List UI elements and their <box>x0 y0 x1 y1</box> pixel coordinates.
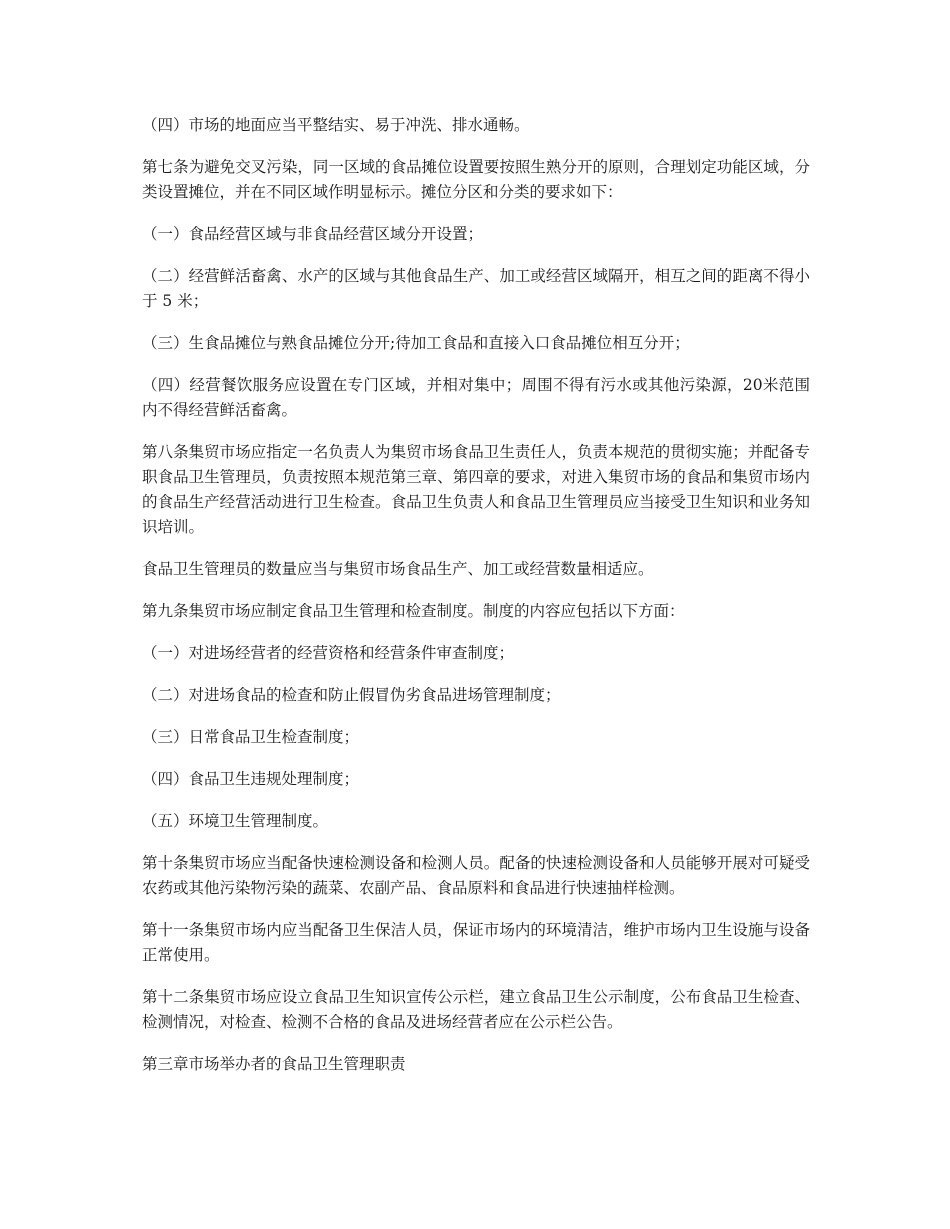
chapter-3-heading: 第三章市场举办者的食品卫生管理职责 <box>142 1055 406 1073</box>
paragraph-article-8: 第八条集贸市场应指定一名负责人为集贸市场食品卫生责任人，负责本规范的贯彻实施；并配备专职食品卫生管理员，负责按照本规范第三章、第四章的要求，对进入集贸市场的食品和集贸市场内的食品生产经营活动进行卫生检查。食品卫生负责人和食品卫生管理员应当接受卫生知识和业务知识培训。 <box>142 443 810 536</box>
paragraph-article-9-item-3: （三）日常食品卫生检查制度； <box>142 728 360 746</box>
paragraph-article-7-item-3: （三）生食品摊位与熟食品摊位分开;待加工食品和直接入口食品摊位相互分开； <box>142 334 690 352</box>
paragraph-article-11: 第十一条集贸市场内应当配备卫生保洁人员，保证市场内的环境清洁，维护市场内卫生设施与设备正常使用。 <box>142 921 810 964</box>
paragraph-article-7-item-2: （二）经营鲜活畜禽、水产的区域与其他食品生产、加工或经营区域隔开，相互之间的距离不得小于 5 米； <box>142 267 810 310</box>
paragraph-article-9: 第九条集贸市场应制定食品卫生管理和检查制度。制度的内容应包括以下方面： <box>142 602 685 620</box>
paragraph-article-10: 第十条集贸市场应当配备快速检测设备和检测人员。配备的快速检测设备和人员能够开展对可疑受农药或其他污染物污染的蔬菜、农副产品、食品原料和食品进行快速抽样检测。 <box>142 854 810 897</box>
paragraph-article-9-item-1: （一）对进场经营者的经营资格和经营条件审查制度； <box>142 644 515 662</box>
paragraph-article-9-item-4: （四）食品卫生违规处理制度； <box>142 770 360 788</box>
paragraph-article-7-item-1: （一）食品经营区域与非食品经营区域分开设置； <box>142 225 484 243</box>
paragraph-article-7-item-4: （四）经营餐饮服务应设置在专门区域，并相对集中；周围不得有污水或其他污染源，20米范围内不得经营鲜活畜禽。 <box>142 376 810 419</box>
paragraph-article-9-item-5: （五）环境卫生管理制度。 <box>142 812 329 830</box>
paragraph-article-12: 第十二条集贸市场应设立食品卫生知识宣传公示栏，建立食品卫生公示制度，公布食品卫生检查、检测情况，对检查、检测不合格的食品及进场经营者应在公示栏公告。 <box>142 988 810 1031</box>
paragraph-article-7: 第七条为避免交叉污染，同一区域的食品摊位设置要按照生熟分开的原则，合理划定功能区域，分类设置摊位，并在不同区域作明显标示。摊位分区和分类的要求如下： <box>142 158 810 201</box>
document-body <box>142 113 810 1094</box>
paragraph-market-floor: （四）市场的地面应当平整结实、易于冲洗、排水通畅。 <box>142 116 530 134</box>
paragraph-article-8-staffing: 食品卫生管理员的数量应当与集贸市场食品生产、加工或经营数量相适应。 <box>142 560 654 578</box>
paragraph-article-9-item-2: （二）对进场食品的检查和防止假冒伪劣食品进场管理制度； <box>142 686 561 704</box>
